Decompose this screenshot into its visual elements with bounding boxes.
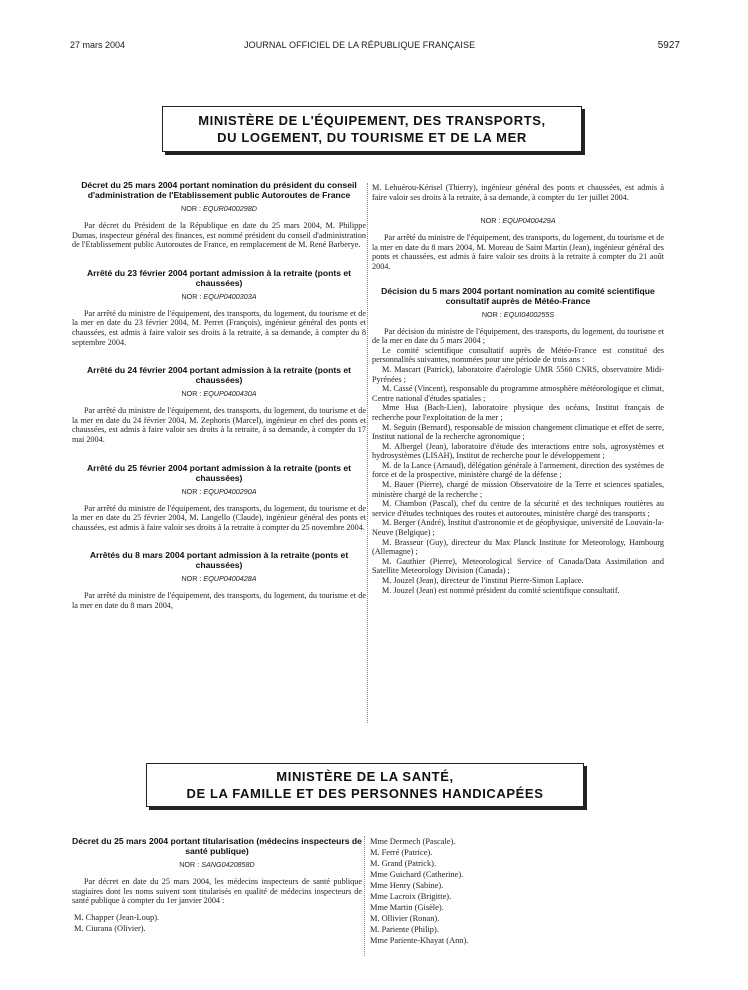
nor-code: EQUR0400298D: [203, 204, 257, 213]
nor-code: EQUP0400429A: [502, 216, 556, 226]
committee-member: M. Chambon (Pascal), chef du centre de la sécurité et des techniques routières au service d'études techniques des routes et autoroutes, ministère chargé des transports ;: [372, 499, 664, 518]
column-divider: [367, 183, 368, 723]
member-list: [372, 365, 664, 586]
decree-body: Par décret du Président de la République en date du 25 mars 2004, M. Philippe Dumas, inspecteur général des finances, est nommé président du conseil d'administration de l'Etablissement public Autoroutes de France, en remplacement de M. René Barberye.: [72, 221, 366, 250]
header-page-number: 5927: [657, 40, 680, 51]
orders-title: Arrêtés du 8 mars 2004 portant admission à la retraite (ponts et chaussées): [89, 550, 349, 571]
decision-lead: Le comité scientifique consultatif auprès de Météo-France est constitué des personnalités suivantes, nommées pour une période de trois ans :: [372, 345, 664, 365]
committee-member: Mme Hua (Bach-Lien), laboratoire physique des océans, Institut français de recherche pour l'exploitation de la mer ;: [372, 403, 664, 422]
order-body: Par arrêté du ministre de l'équipement, des transports, du logement, du tourisme et de la mer en date du 25 février 2004, M. Langello (Claude), ingénieur général des ponts et chaussées, est admis à faire valoir ses droits à la retraite à compter du 25 novembre 2004.: [72, 503, 366, 532]
name-list-item: Mme Dermech (Pascale).: [370, 837, 456, 846]
column-divider: [364, 836, 365, 956]
nor-code: EQUP0400303A: [203, 291, 257, 301]
order-body: Par arrêté du ministre de l'équipement, des transports, du logement, du tourisme et de la mer en date du 8 mars 2004, M. Moreau de Saint Martin (Jean), ingénieur général des ponts et chaussées, est admis à faire valoir ses droits à la retraite à compter du 21 août 2004.: [372, 233, 664, 271]
nor-label: NOR :: [181, 389, 202, 399]
ministry-line-1: MINISTÈRE DE LA SANTÉ,: [276, 769, 454, 784]
right-column: [372, 183, 664, 595]
nor-code: EQUP0400290A: [203, 486, 257, 496]
nor-reference: [372, 216, 664, 225]
nor-code: EQUI0400255S: [503, 309, 555, 319]
committee-member: M. Gauthier (Pierre), Meteorological Service of Canada/Data Assimilation and Satellite Meteorology Division (Canada) ;: [372, 556, 664, 576]
nor-reference: [72, 204, 366, 213]
name-list-item: M. Ollivier (Ronan).: [370, 914, 440, 923]
name-list-item: Mme Lacroix (Brigitte).: [370, 892, 452, 901]
order-body: Par arrêté du ministre de l'équipement, des transports, du logement, du tourisme et de la mer en date du 8 mars 2004,: [72, 591, 366, 610]
order-body-continued: M. Lehuérou-Kérisel (Thierry), ingénieur général des ponts et chaussées, est admis à faire valoir ses droits à la retraite, à sa demande, à compter du 1er juillet 2004.: [372, 183, 664, 202]
decision-title: Décision du 5 mars 2004 portant nomination au comité scientifique consultatif auprès de Météo-France: [381, 285, 655, 306]
nor-reference: [72, 574, 366, 583]
ministry-banner-sante: [146, 763, 584, 807]
nor-reference: [72, 292, 366, 301]
nor-reference: [372, 310, 664, 319]
page-header: [70, 37, 680, 53]
nor-label: NOR :: [481, 309, 502, 319]
committee-member: M. Brasseur (Guy), directeur du Max Planck Institute for Meteorology, Hambourg (Allemagne) ;: [372, 537, 664, 557]
ministry-line-1: MINISTÈRE DE L'ÉQUIPEMENT, DES TRANSPORTS,: [198, 113, 546, 128]
decision-intro: Par décision du ministre de l'équipement, des transports, du logement, du tourisme et de la mer en date du 5 mars 2004 ;: [372, 326, 664, 346]
name-list-item: Mme Guichard (Catherine).: [370, 870, 464, 879]
nor-label: NOR :: [179, 860, 200, 869]
order-title: Arrêté du 24 février 2004 portant admission à la retraite (ponts et chaussées): [86, 365, 352, 386]
committee-member: M. Albergel (Jean), laboratoire d'étude des interactions entre sols, agrosystèmes et hydrosystèmes (LISAH), Institut de recherche pour le développement ;: [372, 441, 664, 461]
header-journal-title: JOURNAL OFFICIEL DE LA RÉPUBLIQUE FRANÇAISE: [244, 40, 476, 50]
committee-member: M. Bauer (Pierre), chargé de mission Observatoire de la Terre et sciences spatiales, ministère chargé de la recherche ;: [372, 480, 664, 499]
nor-code: EQUP0400430A: [203, 389, 257, 399]
nor-reference: [72, 487, 366, 496]
left-column-sante: [72, 836, 362, 934]
order-body: Par arrêté du ministre de l'équipement, des transports, du logement, du tourisme et de la mer en date du 23 février 2004, M. Perret (François), ingénieur général des ponts et chaussées, est admis à faire valoir ses droits à la retraite, à sa demande, à compter du 8 septembre 2004.: [72, 308, 366, 347]
order-body: Par arrêté du ministre de l'équipement, des transports, du logement, du tourisme et de la mer en date du 24 février 2004, M. Zephoris (Marcel), ingénieur en chef des ponts et chaussées, est admis à faire valoir ses droits à la retraite, à sa demande, à compter du 17 mai 2004.: [72, 406, 366, 444]
nor-label: NOR :: [181, 291, 202, 301]
committee-member: M. de la Lance (Arnaud), délégation générale à l'armement, direction des systèmes de force et de la prospective, ministère chargé de la défense ;: [372, 460, 664, 480]
nor-code: SANG0420858D: [201, 860, 255, 869]
right-column-sante: [370, 836, 660, 946]
order-title: Arrêté du 23 février 2004 portant admission à la retraite (ponts et chaussées): [86, 267, 352, 288]
name-list-item: M. Grand (Patrick).: [370, 859, 437, 868]
nor-label: NOR :: [181, 486, 202, 496]
header-date: 27 mars 2004: [70, 40, 126, 50]
nor-label: NOR :: [181, 204, 201, 213]
order-title: Arrêté du 25 février 2004 portant admission à la retraite (ponts et chaussées): [86, 462, 352, 483]
decree-body: Par décret en date du 25 mars 2004, les médecins inspecteurs de santé publique stagiaires dont les noms suivent sont titularisés en qualité de médecins inspecteurs de santé publique à compter du 1er janvier 2004 :: [72, 877, 362, 906]
decree-title: Décret du 25 mars 2004 portant titularisation (médecins inspecteurs de santé publique): [72, 836, 362, 856]
nor-reference: [72, 860, 362, 869]
decree-title: Décret du 25 mars 2004 portant nomination du président du conseil d'administration de l'Etablissement public Autoroutes de France: [81, 180, 357, 200]
nor-reference: [72, 389, 366, 398]
nor-label: NOR :: [480, 216, 501, 226]
decision-closing: M. Jouzel (Jean) est nommé président du comité scientifique consultatif.: [382, 585, 620, 595]
name-list-item: M. Chapper (Jean-Loup).: [74, 912, 160, 922]
name-list-item: Mme Martin (Gisèle).: [370, 903, 444, 912]
name-list-item: Mme Henry (Sabine).: [370, 881, 444, 890]
name-list-item: M. Ferré (Patrice).: [370, 848, 433, 857]
ministry-line-2: DU LOGEMENT, DU TOURISME ET DE LA MER: [217, 130, 527, 145]
nor-code: EQUP0400428A: [203, 574, 257, 584]
nor-label: NOR :: [181, 574, 202, 584]
name-list-item: Mme Pariente-Khayat (Ann).: [370, 936, 469, 945]
committee-member: M. Jouzel (Jean), directeur de l'institut Pierre-Simon Laplace.: [382, 576, 584, 585]
left-column: [72, 180, 366, 611]
committee-member: M. Berger (André), Institut d'astronomie et de géophysique, université de Louvain-la-Neuve (Belgique) ;: [372, 518, 664, 538]
name-list-item: M. Pariente (Philip).: [370, 925, 439, 934]
committee-member: M. Mascart (Patrick), laboratoire d'aérologie UMR 5560 CNRS, observatoire Midi-Pyrénées ;: [372, 364, 664, 384]
name-list-item: M. Ciurana (Olivier).: [74, 923, 146, 933]
ministry-line-2: DE LA FAMILLE ET DES PERSONNES HANDICAPÉES: [186, 786, 544, 801]
committee-member: M. Seguin (Bernard), responsable de mission changement climatique et effet de serre, Institut national de la recherche agronomique ;: [372, 422, 664, 442]
committee-member: M. Cassé (Vincent), responsable du programme atmosphère météorologique et climat, Centre national d'études spatiales ;: [372, 384, 664, 403]
ministry-banner-equipement: [162, 106, 582, 152]
